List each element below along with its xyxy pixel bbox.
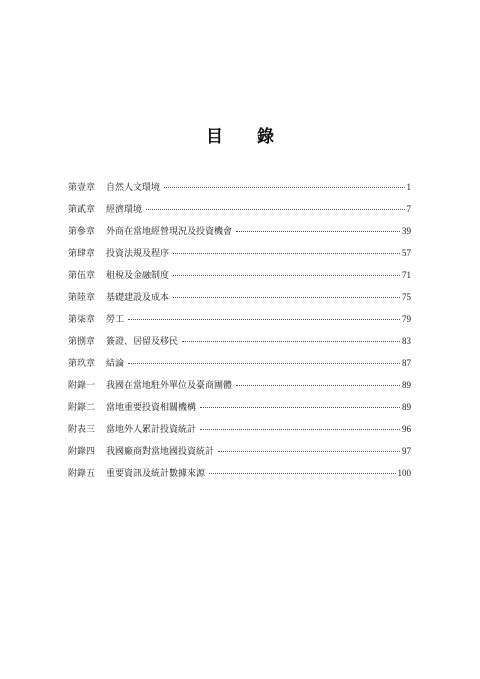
- toc-entry-number: 附錄二: [68, 403, 96, 413]
- toc-entry-title: 當地外人累計投資統計: [106, 425, 197, 435]
- toc-entry-number: 第肆章: [68, 249, 96, 259]
- toc-entry-page: 75: [402, 292, 411, 302]
- toc-entry[interactable]: [68, 396, 411, 418]
- toc-entry-title: 基礎建設及成本: [106, 293, 170, 303]
- toc-entry-number: 第玖章: [68, 359, 96, 369]
- toc-entry-number: 第參章: [68, 227, 96, 237]
- toc-entry-title: 投資法規及程序: [106, 249, 170, 259]
- toc-entry[interactable]: [68, 220, 411, 242]
- dot-leader: [182, 341, 400, 342]
- toc-entry-number: 第柒章: [68, 315, 96, 325]
- toc-entry-page: 100: [397, 468, 411, 478]
- dot-leader: [200, 407, 400, 408]
- toc-entry[interactable]: [68, 264, 411, 286]
- toc-entry-title: 租稅及金融制度: [106, 271, 170, 281]
- toc-entry-title: 自然人文環境: [106, 183, 161, 193]
- toc-entry-page: 97: [402, 446, 411, 456]
- toc-entry-number: 第壹章: [68, 183, 96, 193]
- dot-leader: [200, 429, 400, 430]
- toc-entry[interactable]: [68, 198, 411, 220]
- toc-entry-number: 第伍章: [68, 271, 96, 281]
- toc-entry-page: 1: [406, 182, 411, 192]
- toc-entry-page: 39: [402, 226, 411, 236]
- toc-entry-page: 71: [402, 270, 411, 280]
- toc-entry-page: 89: [402, 380, 411, 390]
- toc-entry-number: 附表三: [68, 425, 96, 435]
- toc-entry-title: 我國廠商對當地國投資統計: [106, 447, 215, 457]
- dot-leader: [236, 231, 400, 232]
- toc-entry-number: 第陸章: [68, 293, 96, 303]
- dot-leader: [209, 473, 395, 474]
- toc-entry[interactable]: [68, 286, 411, 308]
- dot-leader: [218, 451, 400, 452]
- dot-leader: [128, 363, 400, 364]
- toc-entry-title: 勞工: [106, 315, 125, 325]
- dot-leader: [173, 275, 400, 276]
- toc-entry-page: 89: [402, 402, 411, 412]
- toc-entry-page: 96: [402, 424, 411, 434]
- toc-entry[interactable]: [68, 418, 411, 440]
- toc-entry-title: 外商在當地經營現況及投資機會: [106, 227, 233, 237]
- toc-entry-title: 簽證、居留及移民: [106, 337, 179, 347]
- toc-entry[interactable]: [68, 242, 411, 264]
- toc-title: 目 錄: [206, 127, 288, 147]
- toc-entry[interactable]: [68, 440, 411, 462]
- toc-entry-number: 附錄一: [68, 381, 96, 391]
- toc-entry-title: 當地重要投資相關機構: [106, 403, 197, 413]
- toc-entry-page: 87: [402, 358, 411, 368]
- toc-entry-page: 57: [402, 248, 411, 258]
- toc-entry-title: 重要資訊及統計數據來源: [106, 469, 206, 479]
- toc-entry-page: 79: [402, 314, 411, 324]
- toc-entry[interactable]: [68, 308, 411, 330]
- toc-list: [68, 176, 411, 484]
- toc-entry-title: 結論: [106, 359, 125, 369]
- toc-entry[interactable]: [68, 176, 411, 198]
- toc-entry[interactable]: [68, 352, 411, 374]
- toc-entry[interactable]: [68, 462, 411, 484]
- dot-leader: [128, 319, 400, 320]
- dot-leader: [146, 209, 404, 210]
- toc-entry-number: 第貳章: [68, 205, 96, 215]
- dot-leader: [164, 187, 404, 188]
- dot-leader: [173, 297, 400, 298]
- toc-entry-number: 附錄四: [68, 447, 96, 457]
- toc-entry-title: 經濟環境: [106, 205, 143, 215]
- dot-leader: [173, 253, 400, 254]
- toc-entry-number: 附錄五: [68, 469, 96, 479]
- toc-entry-page: 83: [402, 336, 411, 346]
- toc-entry-title: 我國在當地駐外單位及臺商團體: [106, 381, 233, 391]
- toc-entry[interactable]: [68, 330, 411, 352]
- toc-entry[interactable]: [68, 374, 411, 396]
- toc-entry-number: 第捌章: [68, 337, 96, 347]
- dot-leader: [236, 385, 400, 386]
- toc-entry-page: 7: [406, 204, 411, 214]
